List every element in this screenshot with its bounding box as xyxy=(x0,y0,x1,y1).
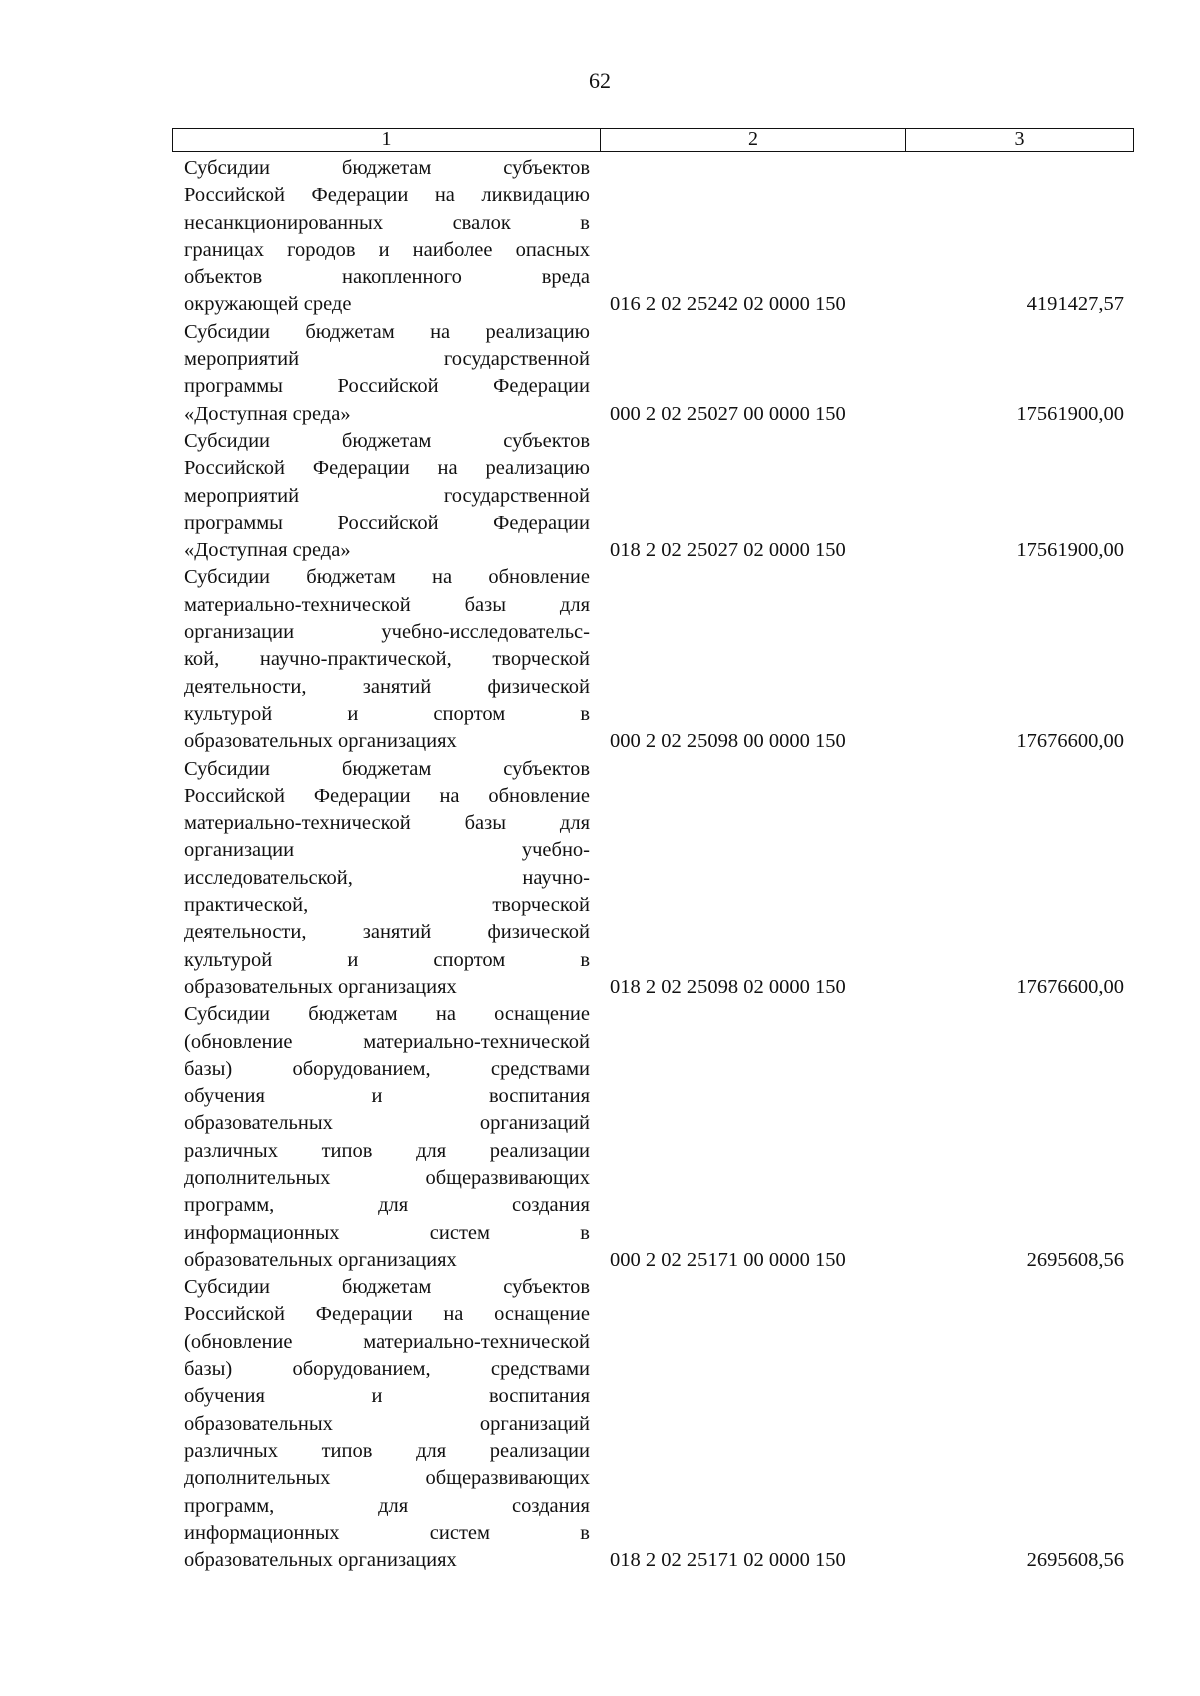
row-code: 018 2 02 25171 02 0000 150 xyxy=(610,1549,846,1572)
description-line: границах городов и наиболее опасных xyxy=(184,238,590,261)
row-code: 016 2 02 25242 02 0000 150 xyxy=(610,293,846,316)
description-line: Субсидии бюджетам субъектов xyxy=(184,1276,590,1299)
description-line: дополнительных общеразвивающих xyxy=(184,1467,590,1490)
description-line: несанкционированных свалок в xyxy=(184,211,590,234)
table-row xyxy=(184,319,1124,428)
table-body xyxy=(184,155,1124,1574)
table-row xyxy=(184,564,1124,755)
row-code: 018 2 02 25098 02 0000 150 xyxy=(610,975,846,998)
description-line: программ, для создания xyxy=(184,1194,590,1217)
description-line: организации учебно-исследовательс- xyxy=(184,621,590,644)
description-line: образовательных организациях xyxy=(184,975,457,998)
row-amount: 4191427,57 xyxy=(1026,293,1124,316)
row-code: 018 2 02 25027 02 0000 150 xyxy=(610,539,846,562)
description-line: деятельности, занятий физической xyxy=(184,675,590,698)
description-line: «Доступная среда» xyxy=(184,539,351,562)
row-code: 000 2 02 25098 00 0000 150 xyxy=(610,730,846,753)
row-description xyxy=(184,756,590,1002)
table-row xyxy=(184,1274,1124,1574)
row-description xyxy=(184,319,590,428)
table-row xyxy=(184,428,1124,564)
page-number: 62 xyxy=(589,68,611,93)
row-amount: 2695608,56 xyxy=(1026,1248,1124,1271)
description-line: Субсидии бюджетам на реализацию xyxy=(184,320,590,343)
description-line: мероприятий государственной xyxy=(184,484,590,507)
table-row xyxy=(184,155,1124,319)
description-line: Субсидии бюджетам субъектов xyxy=(184,757,590,780)
table-header xyxy=(172,128,1134,152)
description-line: образовательных организаций xyxy=(184,1412,590,1435)
description-line: объектов накопленного вреда xyxy=(184,266,590,289)
row-description xyxy=(184,564,590,755)
row-amount: 17676600,00 xyxy=(1016,730,1124,753)
description-line: практической, творческой xyxy=(184,894,590,917)
row-description xyxy=(184,1274,590,1574)
row-description xyxy=(184,428,590,564)
description-line: образовательных организаций xyxy=(184,1112,590,1135)
header-col-2: 2 xyxy=(601,129,906,151)
description-line: Субсидии бюджетам на оснащение xyxy=(184,1003,590,1026)
header-col-3: 3 xyxy=(1014,128,1025,150)
description-line: образовательных организациях xyxy=(184,1549,457,1572)
description-line: кой, научно-практической, творческой xyxy=(184,648,590,671)
description-line: программ, для создания xyxy=(184,1494,590,1517)
description-line: программы Российской Федерации xyxy=(184,375,590,398)
row-amount: 17561900,00 xyxy=(1016,539,1124,562)
table-row xyxy=(184,1001,1124,1274)
description-line: Российской Федерации на реализацию xyxy=(184,457,590,480)
row-amount: 17676600,00 xyxy=(1016,975,1124,998)
description-line: Российской Федерации на ликвидацию xyxy=(184,184,590,207)
description-line: окружающей среде xyxy=(184,293,352,316)
table-row xyxy=(184,756,1124,1002)
description-line: Российской Федерации на оснащение xyxy=(184,1303,590,1326)
description-line: исследовательской, научно- xyxy=(184,866,590,889)
description-line: Российской Федерации на обновление xyxy=(184,784,590,807)
row-amount: 17561900,00 xyxy=(1016,402,1124,425)
description-line: образовательных организациях xyxy=(184,1248,457,1271)
description-line: дополнительных общеразвивающих xyxy=(184,1166,590,1189)
description-line: (обновление материально-технической xyxy=(184,1330,590,1353)
description-line: материально-технической базы для xyxy=(184,812,590,835)
description-line: базы) оборудованием, средствами xyxy=(184,1358,590,1381)
description-line: деятельности, занятий физической xyxy=(184,921,590,944)
description-line: информационных систем в xyxy=(184,1221,590,1244)
description-line: материально-технической базы для xyxy=(184,593,590,616)
description-line: образовательных организациях xyxy=(184,730,457,753)
row-description xyxy=(184,1001,590,1274)
description-line: информационных систем в xyxy=(184,1521,590,1544)
description-line: различных типов для реализации xyxy=(184,1139,590,1162)
header-col-1: 1 xyxy=(173,129,601,151)
description-line: Субсидии бюджетам на обновление xyxy=(184,566,590,589)
row-description xyxy=(184,155,590,319)
description-line: базы) оборудованием, средствами xyxy=(184,1057,590,1080)
description-line: (обновление материально-технической xyxy=(184,1030,590,1053)
row-code: 000 2 02 25027 00 0000 150 xyxy=(610,402,846,425)
description-line: Субсидии бюджетам субъектов xyxy=(184,157,590,179)
description-line: обучения и воспитания xyxy=(184,1385,590,1408)
description-line: «Доступная среда» xyxy=(184,402,351,425)
description-line: культурой и спортом в xyxy=(184,702,590,725)
description-line: культурой и спортом в xyxy=(184,948,590,971)
description-line: программы Российской Федерации xyxy=(184,511,590,534)
description-line: различных типов для реализации xyxy=(184,1439,590,1462)
description-line: организации учебно- xyxy=(184,839,590,862)
description-line: мероприятий государственной xyxy=(184,348,590,371)
description-line: обучения и воспитания xyxy=(184,1085,590,1108)
row-amount: 2695608,56 xyxy=(1026,1549,1124,1572)
row-code: 000 2 02 25171 00 0000 150 xyxy=(610,1248,846,1271)
description-line: Субсидии бюджетам субъектов xyxy=(184,429,590,452)
